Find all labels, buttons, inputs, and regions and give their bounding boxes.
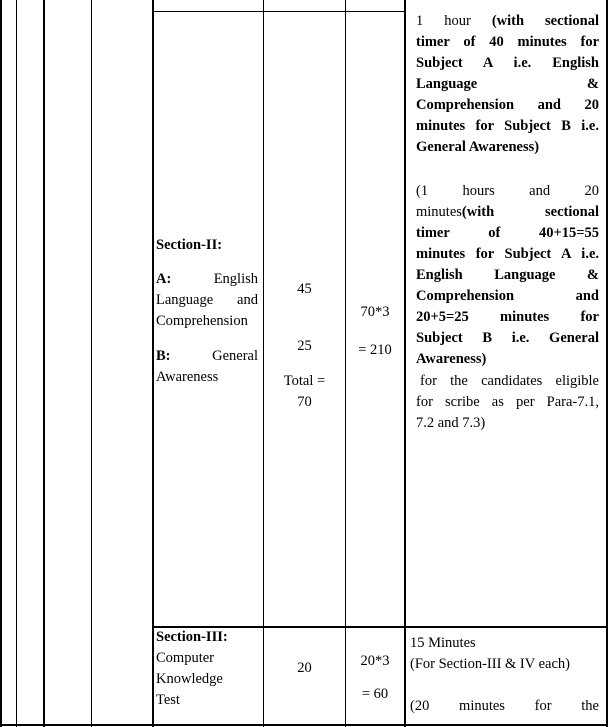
subject-b-word: General [212, 348, 258, 364]
scribe-time-line: English Language & [416, 267, 599, 283]
scribe-note-line: for the candidates eligible [420, 373, 599, 389]
time-line: Comprehension and 20 [416, 97, 599, 113]
time-line: Subject A i.e. English [416, 55, 599, 71]
subject-a-label: A: [156, 271, 172, 287]
duration-sectional: sectional [545, 13, 599, 29]
column-divider [16, 0, 17, 727]
scribe-time-line: timer of 40+15=55 [416, 225, 599, 241]
scribe-note-line: for scribe as per Para-7.1, [416, 394, 599, 410]
duration-unit: hour [444, 13, 471, 29]
time-line: Language & [416, 76, 599, 92]
subject-b-line-2: Awareness [156, 369, 219, 385]
marks-value: = 210 [358, 342, 392, 358]
subject-b-label: B: [156, 348, 171, 364]
section-3-questions: 20 [297, 660, 312, 676]
column-divider [91, 0, 92, 727]
column-divider [345, 0, 346, 727]
column-divider [43, 0, 45, 727]
questions-b: 25 [297, 338, 312, 354]
scribe-note-line: 7.2 and 7.3) [416, 415, 486, 431]
scribe-time-line: (1 hours and 20 [416, 183, 599, 199]
scribe-time-line: Comprehension and [416, 288, 599, 304]
scribe-time-line: Awareness) [416, 351, 487, 367]
duration-amount: 1 [416, 13, 424, 29]
section-3-subject: Test [156, 692, 180, 708]
scribe-time-line: 20+5=25 minutes for [416, 309, 599, 325]
scribe-time-line: Subject B i.e. General [416, 330, 599, 346]
section-2-title: Section-II: [156, 237, 223, 253]
subject-a-word: English [213, 271, 258, 287]
duration-with: (with [491, 13, 525, 29]
section-3-marks-formula: 20*3 [360, 653, 390, 669]
scribe-time-line: minutes for Subject A i.e. [416, 246, 599, 262]
section-3-time: 15 Minutes [410, 635, 476, 651]
row-divider [152, 11, 406, 12]
section-3-title: Section-III: [156, 629, 228, 645]
subject-b-line-1 [156, 346, 258, 367]
time-line: General Awareness) [416, 139, 540, 155]
questions-total-label: Total = [283, 373, 326, 389]
questions-a: 45 [297, 281, 312, 297]
column-divider [263, 0, 264, 727]
duration-line [416, 11, 599, 32]
column-divider [404, 0, 406, 727]
section-3-marks-value: = 60 [361, 686, 389, 702]
table-border-right [606, 0, 608, 727]
section-3-subject: Computer [156, 650, 214, 666]
section-3-time-note: (For Section-III & IV each) [410, 656, 570, 672]
table-border-bottom [0, 724, 608, 726]
column-divider [152, 0, 154, 727]
marks-formula: 70*3 [360, 304, 390, 320]
subject-a-line-3: Comprehension [156, 313, 248, 329]
time-line: minutes for Subject B i.e. [416, 118, 599, 134]
scribe-time-line: minutes(with sectional [416, 204, 599, 220]
section-3-subject: Knowledge [156, 671, 223, 687]
time-line: timer of 40 minutes for [416, 34, 599, 50]
subject-a-line-1 [156, 269, 258, 290]
subject-a-line-2: Language and [156, 292, 258, 308]
table-border-left [0, 0, 2, 727]
section-3-scribe-time: (20 minutes for the [410, 698, 599, 714]
questions-total-value: 70 [297, 394, 312, 410]
